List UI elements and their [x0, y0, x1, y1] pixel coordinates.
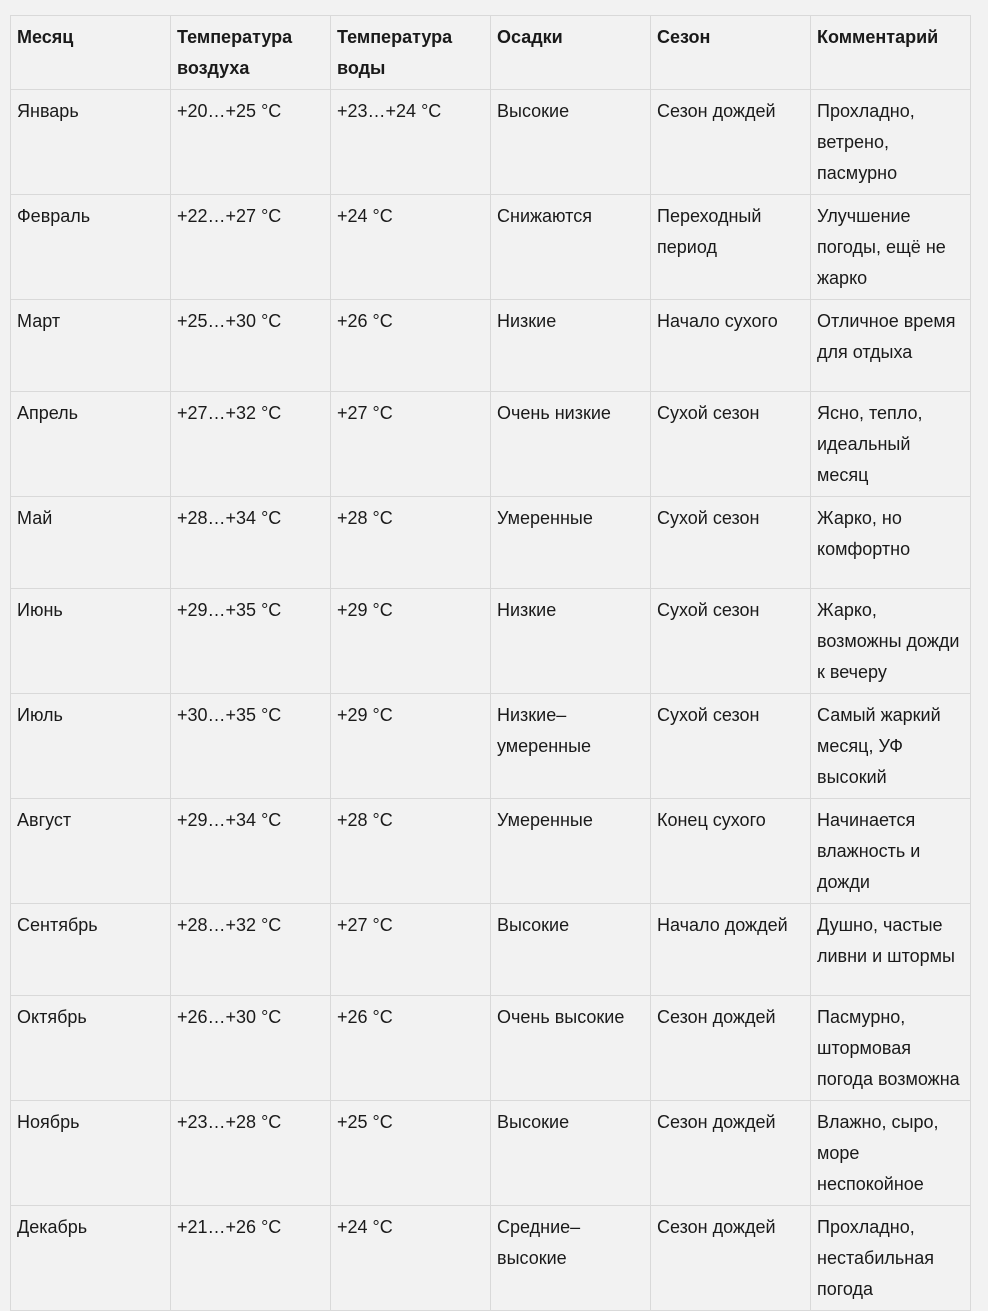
cell-comment: Душно, частые ливни и штормы	[811, 904, 971, 996]
cell-precipitation: Высокие	[491, 1101, 651, 1206]
cell-precipitation: Умеренные	[491, 799, 651, 904]
cell-water-temperature: +25 °C	[331, 1101, 491, 1206]
cell-comment: Ясно, тепло, идеальный месяц	[811, 392, 971, 497]
table-header-row	[11, 16, 971, 90]
cell-water-temperature: +23…+24 °C	[331, 90, 491, 195]
cell-season: Сухой сезон	[651, 694, 811, 799]
cell-season: Сухой сезон	[651, 497, 811, 589]
cell-month: Сентябрь	[11, 904, 171, 996]
table-row	[11, 1101, 971, 1206]
table-row	[11, 799, 971, 904]
cell-season: Сухой сезон	[651, 392, 811, 497]
cell-precipitation: Низкие	[491, 589, 651, 694]
cell-comment: Жарко, но комфортно	[811, 497, 971, 589]
cell-comment: Отличное время для отдыха	[811, 300, 971, 392]
cell-air-temperature: +28…+32 °C	[171, 904, 331, 996]
cell-season: Сезон дождей	[651, 90, 811, 195]
climate-table-container	[10, 15, 970, 1311]
cell-water-temperature: +24 °C	[331, 195, 491, 300]
cell-air-temperature: +22…+27 °C	[171, 195, 331, 300]
header-air-temperature: Температура воздуха	[171, 16, 331, 90]
cell-precipitation: Умеренные	[491, 497, 651, 589]
cell-precipitation: Высокие	[491, 904, 651, 996]
table-row	[11, 195, 971, 300]
cell-air-temperature: +30…+35 °C	[171, 694, 331, 799]
table-row	[11, 392, 971, 497]
cell-air-temperature: +21…+26 °C	[171, 1206, 331, 1311]
table-row	[11, 300, 971, 392]
cell-precipitation: Очень высокие	[491, 996, 651, 1101]
cell-comment: Пасмурно, штормовая погода возможна	[811, 996, 971, 1101]
cell-month: Май	[11, 497, 171, 589]
header-month: Месяц	[11, 16, 171, 90]
cell-comment: Улучшение погоды, ещё не жарко	[811, 195, 971, 300]
cell-water-temperature: +26 °C	[331, 300, 491, 392]
cell-month: Февраль	[11, 195, 171, 300]
cell-comment: Жарко, возможны дожди к вечеру	[811, 589, 971, 694]
header-precipitation: Осадки	[491, 16, 651, 90]
header-season: Сезон	[651, 16, 811, 90]
cell-season: Сезон дождей	[651, 996, 811, 1101]
cell-water-temperature: +27 °C	[331, 392, 491, 497]
cell-air-temperature: +28…+34 °C	[171, 497, 331, 589]
cell-water-temperature: +29 °C	[331, 589, 491, 694]
cell-air-temperature: +20…+25 °C	[171, 90, 331, 195]
cell-comment: Начинается влажность и дожди	[811, 799, 971, 904]
climate-table	[10, 15, 971, 1311]
cell-comment: Самый жаркий месяц, УФ высокий	[811, 694, 971, 799]
cell-precipitation: Высокие	[491, 90, 651, 195]
header-comment: Комментарий	[811, 16, 971, 90]
cell-season: Конец сухого	[651, 799, 811, 904]
cell-month: Июль	[11, 694, 171, 799]
cell-season: Сухой сезон	[651, 589, 811, 694]
cell-month: Июнь	[11, 589, 171, 694]
cell-air-temperature: +23…+28 °C	[171, 1101, 331, 1206]
cell-season: Переходный период	[651, 195, 811, 300]
table-row	[11, 904, 971, 996]
cell-month: Ноябрь	[11, 1101, 171, 1206]
table-row	[11, 1206, 971, 1311]
cell-air-temperature: +26…+30 °C	[171, 996, 331, 1101]
cell-air-temperature: +25…+30 °C	[171, 300, 331, 392]
cell-precipitation: Низкие	[491, 300, 651, 392]
table-row	[11, 90, 971, 195]
cell-precipitation: Очень низкие	[491, 392, 651, 497]
cell-precipitation: Средние–высокие	[491, 1206, 651, 1311]
cell-month: Декабрь	[11, 1206, 171, 1311]
cell-water-temperature: +26 °C	[331, 996, 491, 1101]
cell-comment: Прохладно, нестабильная погода	[811, 1206, 971, 1311]
header-water-temperature: Температура воды	[331, 16, 491, 90]
cell-comment: Прохладно, ветрено, пасмурно	[811, 90, 971, 195]
cell-month: Октябрь	[11, 996, 171, 1101]
table-row	[11, 694, 971, 799]
cell-air-temperature: +29…+35 °C	[171, 589, 331, 694]
table-row	[11, 497, 971, 589]
table-row	[11, 996, 971, 1101]
cell-season: Сезон дождей	[651, 1206, 811, 1311]
cell-air-temperature: +27…+32 °C	[171, 392, 331, 497]
cell-season: Начало сухого	[651, 300, 811, 392]
cell-month: Март	[11, 300, 171, 392]
cell-water-temperature: +24 °C	[331, 1206, 491, 1311]
cell-water-temperature: +28 °C	[331, 799, 491, 904]
cell-water-temperature: +28 °C	[331, 497, 491, 589]
cell-season: Начало дождей	[651, 904, 811, 996]
cell-month: Апрель	[11, 392, 171, 497]
table-row	[11, 589, 971, 694]
cell-month: Август	[11, 799, 171, 904]
cell-air-temperature: +29…+34 °C	[171, 799, 331, 904]
cell-month: Январь	[11, 90, 171, 195]
cell-water-temperature: +27 °C	[331, 904, 491, 996]
cell-precipitation: Снижаются	[491, 195, 651, 300]
cell-precipitation: Низкие–умеренные	[491, 694, 651, 799]
cell-comment: Влажно, сыро, море неспокойное	[811, 1101, 971, 1206]
cell-water-temperature: +29 °C	[331, 694, 491, 799]
cell-season: Сезон дождей	[651, 1101, 811, 1206]
